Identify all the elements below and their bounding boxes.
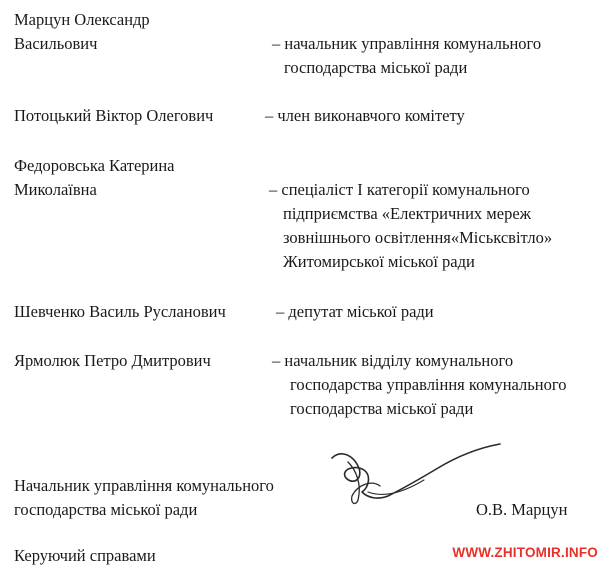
member-3-role-line-2: підприємства «Електричних мереж [283, 204, 532, 223]
member-5-role-line-1: – начальник відділу комунального [272, 351, 514, 370]
member-1-name-line-1: Марцун Олександр [14, 10, 150, 29]
signatory-name: О.В. Марцун [476, 500, 568, 519]
member-5-name: Ярмолюк Петро Дмитрович [14, 351, 211, 370]
member-3-name-line-1: Федоровська Катерина [14, 156, 175, 175]
signature-position-line-2: господарства міської ради [14, 500, 198, 519]
member-3-role-line-3: зовнішнього освітлення«Міськсвітло» [283, 228, 553, 247]
member-1-role-line-1: – начальник управління комунального [272, 34, 542, 53]
member-2-name: Потоцький Віктор Олегович [14, 106, 214, 125]
member-1-name-line-2: Васильович [14, 34, 98, 53]
member-4-role: – депутат міської ради [276, 302, 434, 321]
footer-title: Керуючий справами [14, 546, 156, 565]
member-5-role-line-3: господарства міської ради [290, 399, 474, 418]
member-5-role-line-2: господарства управління комунального [290, 375, 567, 394]
member-3-name-line-2: Миколаївна [14, 180, 97, 199]
member-1-role-line-2: господарства міської ради [284, 58, 468, 77]
signature-position-line-1: Начальник управління комунального [14, 476, 274, 495]
site-watermark: WWW.ZHITOMIR.INFO [452, 545, 598, 560]
member-3-role-line-1: – спеціаліст І категорії комунального [269, 180, 530, 199]
member-3-role-line-4: Житомирської міської ради [283, 252, 475, 271]
member-2-role: – член виконавчого комітету [265, 106, 465, 125]
member-4-name: Шевченко Василь Русланович [14, 302, 226, 321]
